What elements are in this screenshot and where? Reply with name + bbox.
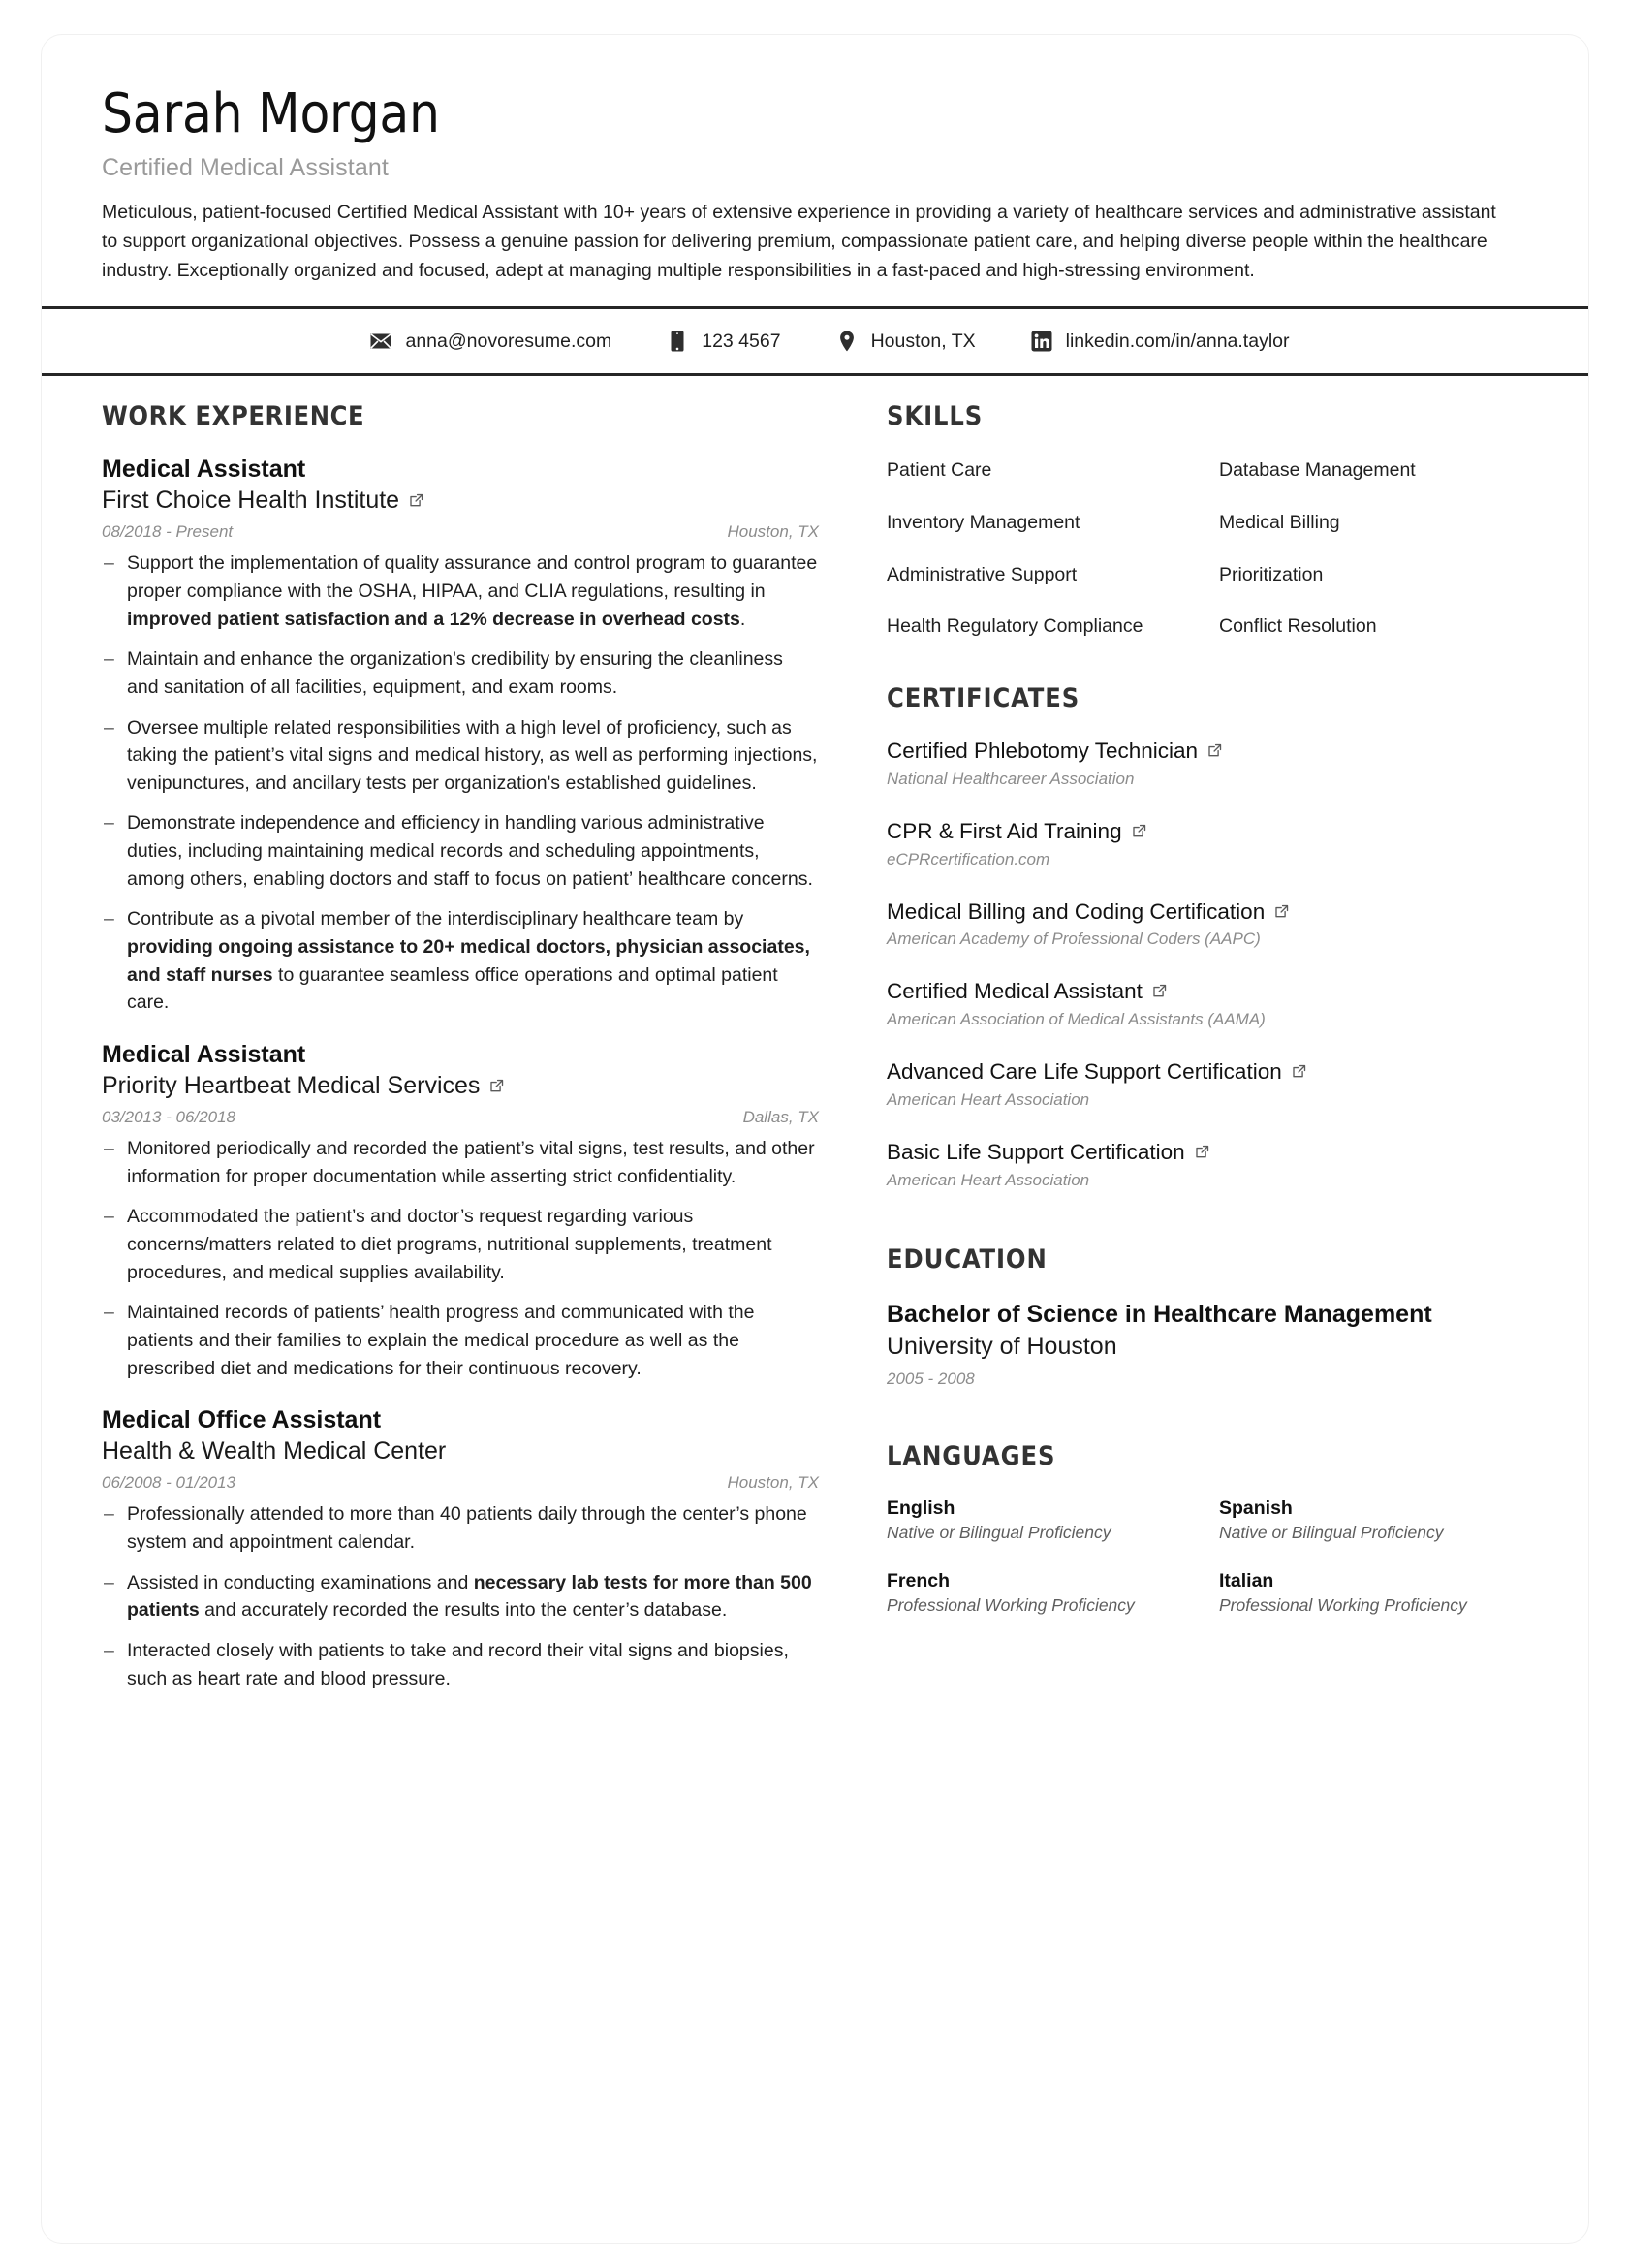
resume-body xyxy=(42,376,1588,1692)
external-link-icon xyxy=(1273,903,1290,920)
certificate-issuer: American Heart Association xyxy=(887,1170,1090,1189)
education-degree: Bachelor of Science in Healthcare Management xyxy=(887,1300,1432,1328)
certificate-name xyxy=(887,818,1534,846)
language-level: Native or Bilingual Proficiency xyxy=(1219,1522,1444,1542)
envelope-icon xyxy=(369,330,392,353)
education-list xyxy=(887,1300,1534,1389)
skill-item: Patient Care xyxy=(887,459,992,482)
certificate-title: Medical Billing and Coding Certification xyxy=(887,898,1266,924)
language-entry xyxy=(887,1497,1202,1544)
certificate-name xyxy=(887,738,1534,766)
right-column xyxy=(887,401,1534,1617)
section-title-certificates: CERTIFICATES xyxy=(887,682,1080,713)
language-entry xyxy=(887,1570,1202,1617)
certificate-title: Basic Life Support Certification xyxy=(887,1139,1185,1164)
language-name: Spanish xyxy=(1219,1496,1293,1519)
job-location: Houston, TX xyxy=(727,1473,819,1493)
job-role: Medical Assistant xyxy=(102,1041,306,1069)
section-title-skills: SKILLS xyxy=(887,401,984,432)
job-meta xyxy=(102,522,819,542)
job-company xyxy=(102,1070,819,1102)
job-dates: 08/2018 - Present xyxy=(102,522,234,542)
job-bullet: – Maintained records of patients’ health progress and communicated with the patients and their families to explain the medical procedure as well as the prescribed diet and medications for their continuous recovery. xyxy=(102,1299,819,1382)
job-bullet: – Contribute as a pivotal member of the interdisciplinary healthcare team by providing ongoing assistance to 20+ medical doctors, physician associates, and staff nurses to guarantee seamless office operations and optimal patient care. xyxy=(102,905,819,1017)
certificate-entry xyxy=(887,738,1534,789)
certificate-title: Advanced Care Life Support Certification xyxy=(887,1059,1282,1085)
spacer xyxy=(887,1389,1534,1441)
language-name: English xyxy=(887,1496,955,1519)
job-bullet: – Interacted closely with patients to take and record their vital signs and biopsies, such as heart rate and blood pressure. xyxy=(102,1637,819,1692)
left-column xyxy=(102,401,819,1692)
language-level: Professional Working Proficiency xyxy=(1219,1595,1467,1616)
certificate-issuer: American Heart Association xyxy=(887,1089,1090,1109)
contact-item-3[interactable] xyxy=(1030,330,1290,353)
work-experience-list xyxy=(102,455,819,1692)
certificate-name xyxy=(887,978,1534,1006)
language-entry xyxy=(1219,1570,1534,1617)
spacer xyxy=(887,641,1534,683)
skill-item: Inventory Management xyxy=(887,511,1080,533)
job-entry xyxy=(102,1040,819,1382)
contact-item-1[interactable] xyxy=(666,330,780,353)
skill-item: Prioritization xyxy=(1219,563,1324,585)
job-role: Medical Assistant xyxy=(102,456,306,484)
job-bullet: – Support the implementation of quality assurance and control program to guarantee proper compliance with the OSHA, HIPAA, and CLIA regulations, resulting in improved patient satisfaction and a 12% decrease in overhead costs. xyxy=(102,550,819,633)
job-location: Houston, TX xyxy=(727,522,819,542)
contact-value: Houston, TX xyxy=(870,330,976,352)
certificate-issuer: American Association of Medical Assistants (AAMA) xyxy=(887,1010,1266,1029)
certificate-entry xyxy=(887,818,1534,869)
job-meta xyxy=(102,1473,819,1493)
certificate-issuer: eCPRcertification.com xyxy=(887,849,1050,868)
language-entry xyxy=(1219,1497,1534,1544)
contact-item-0[interactable] xyxy=(369,330,611,353)
external-link-icon xyxy=(1151,983,1168,999)
external-link-icon xyxy=(1131,823,1147,839)
education-school: University of Houston xyxy=(887,1333,1117,1361)
job-bullets xyxy=(102,550,819,1017)
skill-item: Conflict Resolution xyxy=(1219,615,1377,638)
certificate-title: Certified Medical Assistant xyxy=(887,979,1143,1004)
certificate-name xyxy=(887,1058,1534,1087)
skills-grid xyxy=(887,457,1534,641)
job-dates: 06/2008 - 01/2013 xyxy=(102,1473,236,1493)
external-link-icon xyxy=(488,1078,505,1094)
job-entry xyxy=(102,455,819,1017)
job-bullets xyxy=(102,1135,819,1382)
certificate-name xyxy=(887,1139,1534,1167)
certificate-title: CPR & First Aid Training xyxy=(887,818,1122,843)
skill-item: Administrative Support xyxy=(887,563,1078,585)
skill-item: Health Regulatory Compliance xyxy=(887,615,1143,638)
job-company-name: Health & Wealth Medical Center xyxy=(102,1436,447,1465)
language-name: French xyxy=(887,1570,951,1592)
certificate-entry xyxy=(887,898,1534,950)
job-bullet: – Monitored periodically and recorded the patient’s vital signs, test results, and other information for proper documentation while asserting strict confidentiality. xyxy=(102,1135,819,1190)
languages-grid xyxy=(887,1497,1534,1618)
certificate-name xyxy=(887,898,1534,927)
section-title-education: EDUCATION xyxy=(887,1244,1048,1275)
certificates-list xyxy=(887,738,1534,1190)
job-company xyxy=(102,485,819,517)
map-pin-icon xyxy=(835,330,859,353)
certificate-entry xyxy=(887,1139,1534,1190)
education-entry xyxy=(887,1300,1534,1389)
job-bullet: – Assisted in conducting examinations and necessary lab tests for more than 500 patients and accurately recorded the results into the center’s database. xyxy=(102,1569,819,1624)
job-dates: 03/2013 - 06/2018 xyxy=(102,1108,236,1127)
external-link-icon xyxy=(1194,1144,1210,1160)
certificate-issuer: National Healthcareer Association xyxy=(887,769,1135,788)
job-bullet: – Oversee multiple related responsibilities with a high level of proficiency, such as taking the patient’s vital signs and medical history, as well as performing injections, venipunctures, and ancillary tests per organization's established guidelines. xyxy=(102,714,819,798)
professional-summary: Meticulous, patient-focused Certified Medical Assistant with 10+ years of extensive experience in providing a variety of healthcare services and administrative assistant to support organizational objectives. Possess a genuine passion for delivering premium, compassionate patient care, and helping diverse people within the healthcare industry. Exceptionally organized and focused, adept at managing multiple responsibilities in a fast-paced and high-stressing environment. xyxy=(102,202,1496,281)
language-level: Professional Working Proficiency xyxy=(887,1595,1135,1616)
candidate-job-title: Certified Medical Assistant xyxy=(102,154,389,182)
job-bullet: – Demonstrate independence and efficiency in handling various administrative duties, including maintaining medical records and scheduling appointments, among others, enabling doctors and staff to focus on patient’ healthcare concerns. xyxy=(102,809,819,893)
contact-item-2[interactable] xyxy=(835,330,976,353)
contact-value: anna@novoresume.com xyxy=(405,330,612,352)
job-meta xyxy=(102,1108,819,1127)
external-link-icon xyxy=(1206,742,1223,759)
certificate-issuer: American Academy of Professional Coders (AAPC) xyxy=(887,929,1261,949)
language-level: Native or Bilingual Proficiency xyxy=(887,1522,1111,1542)
job-bullet: – Maintain and enhance the organization's credibility by ensuring the cleanliness and sanitation of all facilities, equipment, and exam rooms. xyxy=(102,646,819,701)
job-bullet: – Accommodated the patient’s and doctor’s request regarding various concerns/matters related to diet programs, nutritional supplements, treatment procedures, and medical supplies availability. xyxy=(102,1203,819,1286)
resume-header xyxy=(42,35,1588,285)
contact-value: 123 4567 xyxy=(702,330,781,352)
contact-bar xyxy=(42,309,1588,373)
language-name: Italian xyxy=(1219,1570,1274,1592)
job-role: Medical Office Assistant xyxy=(102,1406,382,1434)
education-dates: 2005 - 2008 xyxy=(887,1369,975,1388)
skill-item: Medical Billing xyxy=(1219,511,1340,533)
job-company-name: Priority Heartbeat Medical Services xyxy=(102,1071,481,1099)
external-link-icon xyxy=(1291,1063,1307,1080)
spacer xyxy=(887,1190,1534,1244)
external-link-icon xyxy=(408,492,424,509)
candidate-name: Sarah Morgan xyxy=(102,82,440,145)
skill-item: Database Management xyxy=(1219,459,1416,482)
certificate-entry xyxy=(887,1058,1534,1110)
job-company xyxy=(102,1435,819,1467)
section-title-languages: LANGUAGES xyxy=(887,1440,1056,1471)
job-bullets xyxy=(102,1500,819,1692)
resume-page xyxy=(41,34,1589,2244)
section-title-work-experience: WORK EXPERIENCE xyxy=(102,401,365,432)
job-location: Dallas, TX xyxy=(742,1108,819,1127)
contact-value: linkedin.com/in/anna.taylor xyxy=(1065,330,1290,352)
phone-icon xyxy=(666,330,689,353)
certificate-entry xyxy=(887,978,1534,1029)
job-entry xyxy=(102,1405,819,1692)
job-bullet: – Professionally attended to more than 40 patients daily through the center’s phone system and appointment calendar. xyxy=(102,1500,819,1556)
linkedin-icon xyxy=(1030,330,1053,353)
job-company-name: First Choice Health Institute xyxy=(102,486,400,514)
certificate-title: Certified Phlebotomy Technician xyxy=(887,738,1199,763)
